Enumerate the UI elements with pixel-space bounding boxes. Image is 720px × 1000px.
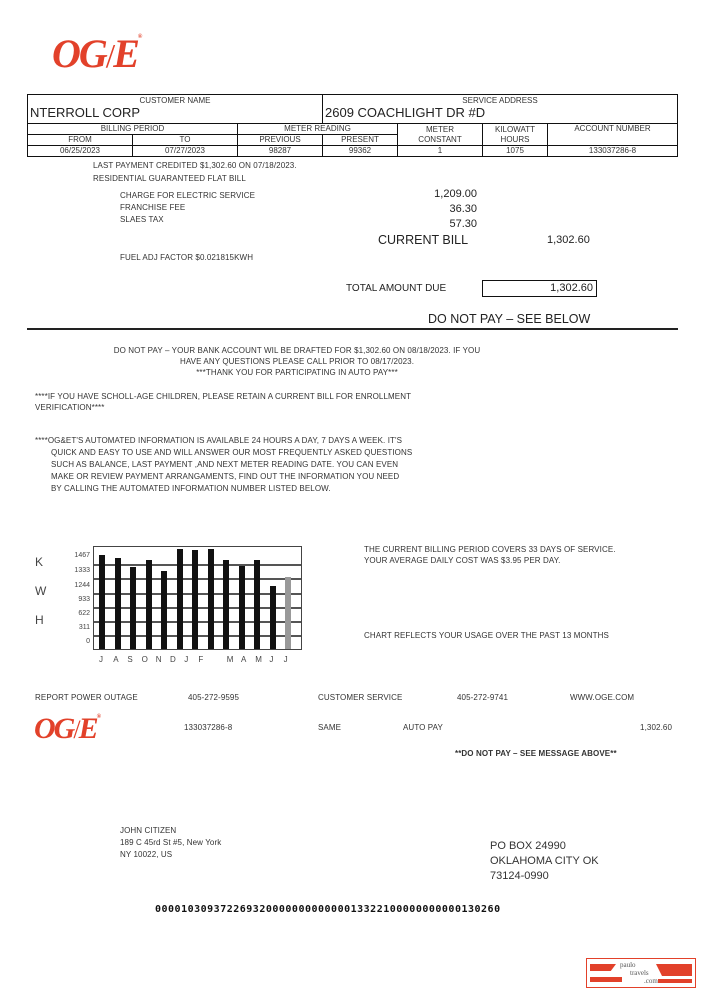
plan-text: RESIDENTIAL GUARANTEED FLAT BILL — [93, 174, 246, 183]
x-axis-labels — [93, 655, 303, 667]
usage-bar — [270, 586, 276, 649]
usage-bar — [285, 577, 291, 649]
billing-to-date: 07/27/2023 — [133, 146, 238, 157]
chart-reflects-note: CHART REFLECTS YOUR USAGE OVER THE PAST 13 MONTHS — [364, 631, 609, 640]
outage-label: REPORT POWER OUTAGE — [35, 693, 138, 702]
customer-service-phone[interactable]: 405-272-9741 — [457, 693, 509, 702]
x-tick: J — [184, 655, 189, 664]
footer-do-not-pay: **DO NOT PAY – SEE MESSAGE ABOVE** — [455, 749, 617, 758]
meter-constant-label-1: METER — [426, 124, 454, 134]
watermark-line: paulo — [620, 961, 636, 969]
y-tick: 1244 — [74, 582, 90, 589]
do-not-pay-header: DO NOT PAY – SEE BELOW — [428, 312, 591, 326]
daily-cost-note: YOUR AVERAGE DAILY COST WAS $3.95 PER DAY. — [364, 556, 561, 565]
usage-bar — [115, 558, 121, 649]
from-label: FROM — [28, 135, 133, 146]
footer-auto-pay: AUTO PAY — [403, 723, 443, 732]
kwh-label-1: KILOWATT — [495, 124, 535, 134]
usage-bar — [99, 555, 105, 649]
y-tick: 1467 — [74, 552, 90, 559]
present-reading: 99362 — [323, 146, 398, 157]
footer-account-number: 133037286-8 — [184, 723, 233, 732]
customer-address-line: NY 10022, US — [120, 850, 173, 859]
previous-label: PREVIOUS — [238, 135, 323, 146]
logo-og: OG — [34, 712, 74, 745]
charge-label-tax: SLAES TAX — [120, 215, 164, 224]
watermark-line: .com — [644, 977, 658, 985]
usage-bar — [239, 566, 245, 649]
logo-og: OG — [52, 31, 106, 76]
total-due-box: 1,302.60 — [482, 280, 597, 297]
usage-bar — [192, 550, 198, 649]
usage-bar — [223, 560, 229, 649]
usage-bar — [146, 560, 152, 649]
section-divider — [27, 328, 678, 330]
outage-phone[interactable]: 405-272-9595 — [188, 693, 240, 702]
logo-e: E — [113, 31, 138, 76]
autopay-line-3: ***THANK YOU FOR PARTICIPATING IN AUTO PAY*** — [196, 368, 398, 377]
logo-slash: / — [73, 715, 79, 744]
watermark-badge — [586, 958, 696, 988]
footer-same: SAME — [318, 723, 342, 732]
watermark-stripe — [590, 964, 616, 971]
oge-logo — [52, 31, 143, 76]
autopay-message — [27, 345, 567, 378]
charge-amount-tax: 57.30 — [449, 218, 477, 230]
customer-service-label: CUSTOMER SERVICE — [318, 693, 403, 702]
y-tick: 311 — [78, 624, 90, 631]
service-address-label: SERVICE ADDRESS — [462, 96, 538, 105]
x-tick: A — [113, 655, 119, 664]
watermark-text — [620, 961, 658, 985]
watermark-line: travels — [630, 969, 649, 977]
y-axis-labels — [58, 546, 90, 650]
remit-address-line: PO BOX 24990 — [490, 840, 566, 852]
billing-days-note: THE CURRENT BILLING PERIOD COVERS 33 DAYS OF SERVICE. — [364, 545, 616, 554]
watermark-stripe — [652, 964, 692, 976]
info-line-1: ****OG&ET'S AUTOMATED INFORMATION IS AVAILABLE 24 HOURS A DAY, 7 DAYS A WEEK. IT'S — [35, 436, 403, 445]
oge-logo-footer — [34, 714, 101, 744]
x-tick: S — [127, 655, 133, 664]
customer-name-label: CUSTOMER NAME — [139, 96, 211, 105]
present-label: PRESENT — [323, 135, 398, 146]
automated-info-message — [35, 435, 412, 495]
customer-address-line: JOHN CITIZEN — [120, 826, 177, 835]
info-line-2: QUICK AND EASY TO USE AND WILL ANSWER OUR MOST FREQUENTLY ASKED QUESTIONS — [51, 448, 413, 457]
x-tick: J — [283, 655, 288, 664]
to-label: TO — [133, 135, 238, 146]
watermark-stripe — [590, 977, 622, 982]
kilowatt-hours-label — [483, 124, 548, 146]
billing-period-notes — [364, 544, 616, 566]
x-tick: J — [99, 655, 103, 664]
x-tick: M — [226, 655, 234, 664]
x-tick: D — [170, 655, 176, 664]
y-tick: 622 — [78, 610, 90, 617]
school-line-2: VERIFICATION**** — [35, 403, 105, 412]
account-number-value: 133037286-8 — [548, 146, 678, 157]
meter-constant-value: 1 — [398, 146, 483, 157]
website-link[interactable]: WWW.OGE.COM — [570, 693, 635, 702]
x-tick: O — [141, 655, 148, 664]
account-number-label: ACCOUNT NUMBER — [548, 124, 678, 146]
y-tick: 0 — [86, 638, 90, 645]
meter-constant-label-2: CONSTANT — [418, 134, 462, 144]
customer-mailing-address — [120, 825, 221, 861]
kwh-letter-k: K — [35, 555, 44, 569]
kwh-label-2: HOURS — [500, 134, 530, 144]
meter-constant-label — [398, 124, 483, 146]
x-tick: J — [269, 655, 274, 664]
remit-address-line: 73124-0990 — [490, 870, 549, 882]
autopay-line-1: DO NOT PAY – YOUR BANK ACCOUNT WIL BE DRAFTED FOR $1,302.60 ON 08/18/2023. IF YOU — [113, 346, 481, 355]
customer-address-line: 189 C 45rd St #5, New York — [120, 838, 222, 847]
usage-bar — [130, 567, 136, 649]
logo-registered-mark: ® — [96, 714, 102, 720]
usage-bar-chart — [93, 546, 302, 650]
charge-amount-franchise: 36.30 — [449, 203, 477, 215]
total-due-label: TOTAL AMOUNT DUE — [346, 283, 447, 294]
current-bill-amount: 1,302.60 — [547, 234, 590, 246]
usage-bar — [177, 549, 183, 649]
y-tick: 1333 — [74, 567, 90, 574]
kwh-letter-w: W — [35, 584, 47, 598]
y-tick: 933 — [78, 596, 90, 603]
fuel-adj-text: FUEL ADJ FACTOR $0.021815KWH — [120, 253, 254, 262]
logo-e: E — [78, 712, 97, 745]
usage-bar — [161, 571, 167, 649]
kilowatt-hours-value: 1075 — [483, 146, 548, 157]
customer-name: NTERROLL CORP — [30, 105, 141, 120]
watermark-stripe — [658, 979, 692, 983]
info-line-4: MAKE OR REVIEW PAYMENT ARRANGAMENTS, FIND OUT THE INFORMATION YOU NEED — [51, 472, 400, 481]
footer-amount: 1,302.60 — [640, 723, 672, 732]
remit-address-line: OKLAHOMA CITY OK — [490, 855, 599, 867]
charge-label-franchise: FRANCHISE FEE — [120, 203, 186, 212]
usage-bar — [254, 560, 260, 649]
service-address: 2609 COACHLIGHT DR #D — [325, 105, 486, 120]
billing-from-date: 06/25/2023 — [28, 146, 133, 157]
previous-reading: 98287 — [238, 146, 323, 157]
charge-amount-electric: 1,209.00 — [434, 188, 477, 200]
meter-reading-label: METER READING — [238, 124, 398, 135]
kwh-letter-h: H — [35, 613, 44, 627]
school-line-1: ****IF YOU HAVE SCHOLL-AGE CHILDREN, PLEASE RETAIN A CURRENT BILL FOR ENROLLMENT — [35, 392, 412, 401]
last-payment-text: LAST PAYMENT CREDITED $1,302.60 ON 07/18/2023. — [93, 161, 297, 170]
info-line-5: BY CALLING THE AUTOMATED INFORMATION NUMBER LISTED BELOW. — [51, 484, 331, 493]
account-header-table — [27, 94, 678, 157]
x-tick: F — [198, 655, 204, 664]
x-tick: N — [155, 655, 162, 664]
x-tick: A — [241, 655, 247, 664]
service-address-cell — [323, 95, 678, 124]
logo-registered-mark: ® — [137, 34, 143, 40]
logo-slash: / — [105, 38, 114, 75]
usage-bar — [208, 549, 214, 649]
x-tick: M — [255, 655, 262, 664]
remit-address — [490, 839, 599, 884]
ocr-scan-line: 00001030937226932000000000000013322100000000000130260 — [155, 904, 501, 915]
billing-period-label: BILLING PERIOD — [28, 124, 238, 135]
autopay-line-2: HAVE ANY QUESTIONS PLEASE CALL PRIOR TO 08/17/2023. — [179, 357, 415, 366]
current-bill-label: CURRENT BILL — [378, 233, 469, 247]
school-message — [35, 391, 411, 413]
charge-label-electric: CHARGE FOR ELECTRIC SERVICE — [120, 191, 256, 200]
info-line-3: SUCH AS BALANCE, LAST PAYMENT ,AND NEXT METER READING DATE. YOU CAN EVEN — [51, 460, 399, 469]
customer-name-cell — [28, 95, 323, 124]
